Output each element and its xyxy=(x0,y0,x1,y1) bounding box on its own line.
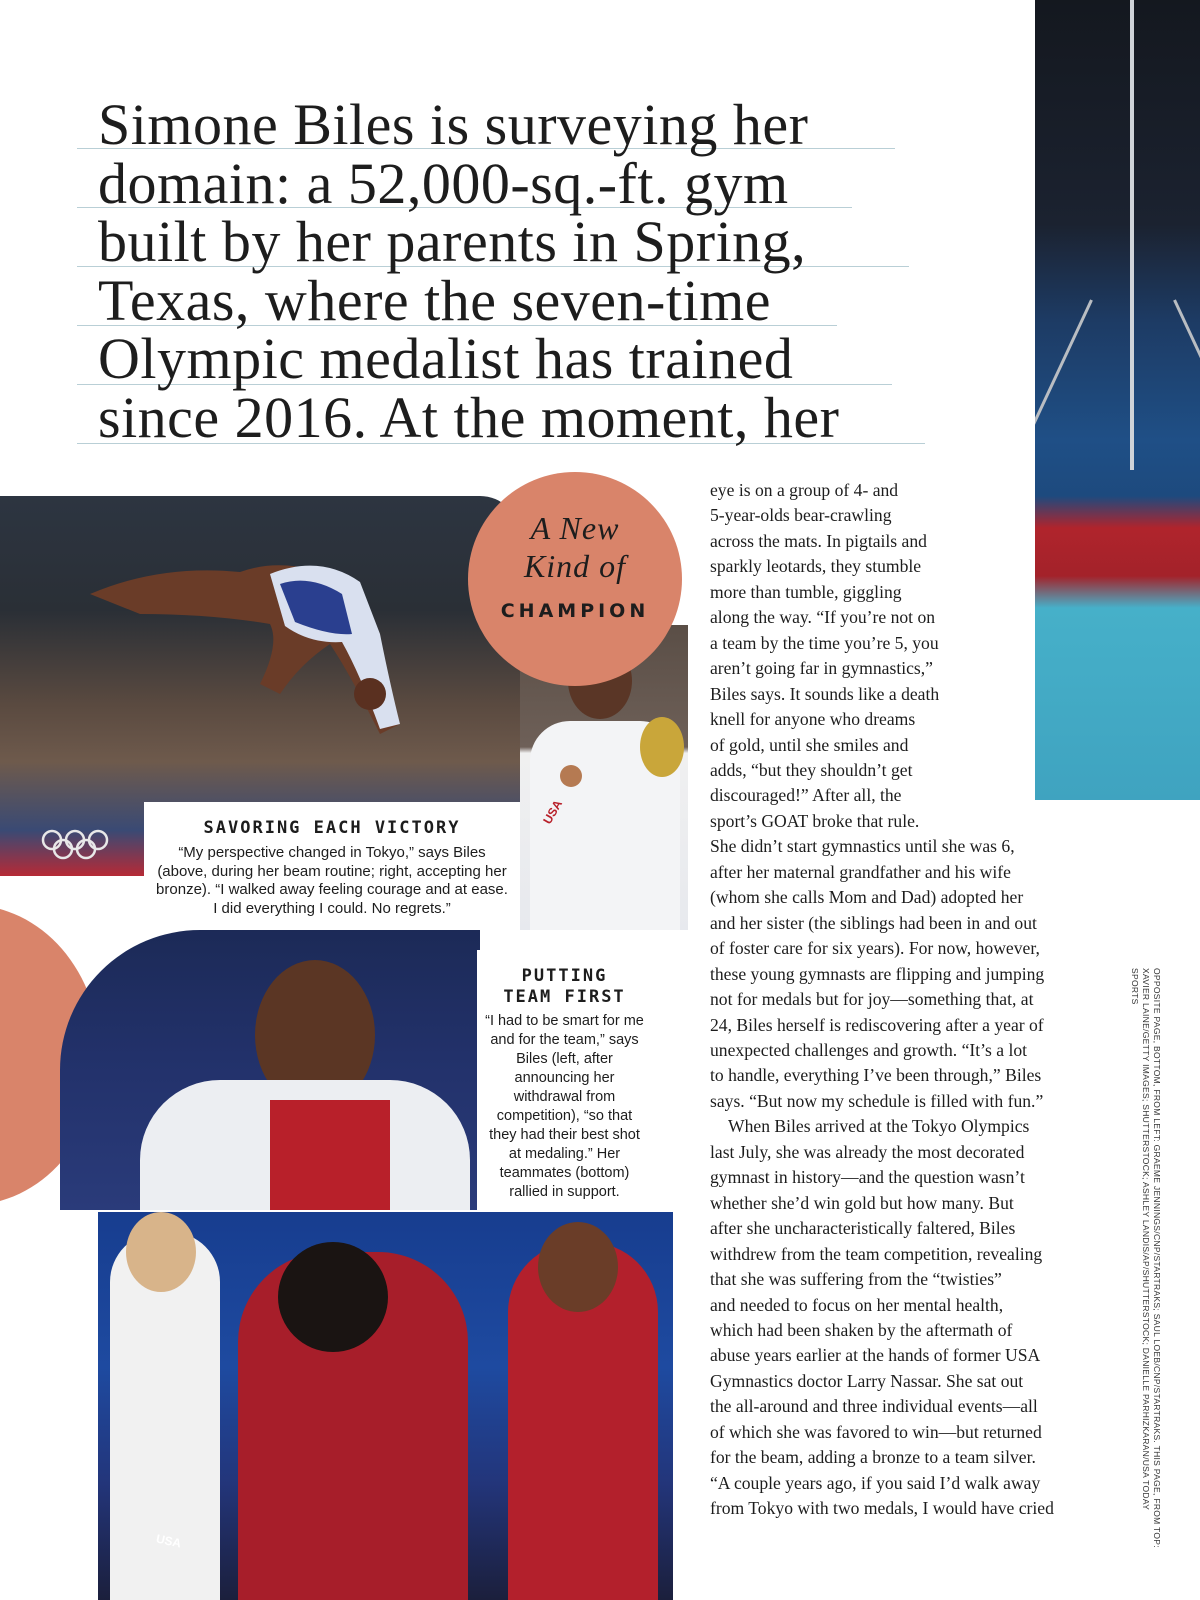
withdrawal-photo xyxy=(60,930,480,1210)
body-line: the all-around and three individual events—all xyxy=(710,1396,1038,1417)
body-line: and needed to focus on her mental health, xyxy=(710,1294,1004,1315)
badge-line-3: CHAMPION xyxy=(500,600,650,622)
body-line: of which she was favored to win—but returned xyxy=(710,1421,1042,1442)
caption-title-line: TEAM FIRST xyxy=(503,987,626,1007)
body-line: after she uncharacteristically faltered, Biles xyxy=(710,1218,1016,1239)
caption-title-line: PUTTING xyxy=(521,966,608,986)
olympic-rings-icon xyxy=(40,828,110,860)
body-line: gymnast in history—and the question wasn’t xyxy=(710,1167,1025,1188)
body-line: which had been shaken by the aftermath of xyxy=(710,1319,1013,1340)
body-line: (whom she calls Mom and Dad) adopted her xyxy=(710,887,1024,908)
badge-line-2: Kind of xyxy=(523,548,627,584)
body-line: Gymnastics doctor Larry Nassar. She sat out xyxy=(710,1370,1024,1391)
body-line: from Tokyo with two medals, I would have cried xyxy=(710,1498,1054,1519)
body-line: sparkly leotards, they stumble xyxy=(710,556,922,577)
teammates-photo xyxy=(98,1212,673,1600)
photo-credit-line: XAVIER LAINE/GETTY IMAGES; SHUTTERSTOCK; ASHLEY LANDIS/AP/SHUTTERSTOCK; DANIELLE PARHIZKARAN/USA TODAY SPORTS xyxy=(1130,968,1151,1510)
caption-team-first xyxy=(477,950,652,1250)
photo-credit xyxy=(1129,968,1162,1548)
body-line: adds, “but they shouldn’t get xyxy=(710,759,913,780)
body-line: to handle, everything I’ve been through,” Biles xyxy=(710,1065,1042,1086)
body-line: abuse years earlier at the hands of former USA xyxy=(710,1345,1041,1366)
body-line: these young gymnasts are flipping and jumping xyxy=(710,963,1045,984)
body-line: a team by the time you’re 5, you xyxy=(710,632,939,653)
headline-line: domain: a 52,000-sq.-ft. gym xyxy=(98,150,789,216)
body-line: knell for anyone who dreams xyxy=(710,709,916,730)
body-line: unexpected challenges and growth. “It’s a lot xyxy=(710,1039,1028,1060)
badge-line-1: A New xyxy=(530,510,620,546)
headline xyxy=(98,92,928,450)
body-line: for the beam, adding a bronze to a team silver. xyxy=(710,1447,1036,1468)
body-line: 5-year-olds bear-crawling xyxy=(710,505,892,526)
body-line: of gold, until she smiles and xyxy=(710,734,909,755)
headline-line: Olympic medalist has trained xyxy=(98,326,794,391)
body-line: of foster care for six years). For now, however, xyxy=(710,938,1040,959)
headline-line: built by her parents in Spring, xyxy=(98,209,807,274)
caption-title xyxy=(477,966,652,1008)
title-badge xyxy=(468,472,682,686)
jacket-text: USA xyxy=(540,797,566,827)
body-line: sport’s GOAT broke that rule. xyxy=(710,810,920,831)
body-line: more than tumble, giggling xyxy=(710,581,902,602)
body-line: She didn’t start gymnastics until she was 6, xyxy=(710,836,1015,857)
caption-body: “My perspective changed in Tokyo,” says Biles (above, during her beam routine; right, accepting her bronze). “I walked away feeling courage and at ease. I did everything I could. No regrets.” xyxy=(156,844,508,917)
photo-credit-line: OPPOSITE PAGE, BOTTOM, FROM LEFT: GRAEME JENNINGS/CNP/STARTRAKS; SAUL LOEB/CNP/STARTRAKS. THIS PAGE, FROM TOP: xyxy=(1152,968,1162,1548)
headline-line: Simone Biles is surveying her xyxy=(98,92,809,157)
body-line: whether she’d win gold but how many. But xyxy=(710,1192,1014,1213)
body-line: says. “But now my schedule is filled with fun.” xyxy=(710,1090,1044,1111)
body-line: that she was suffering from the “twisties” xyxy=(710,1269,1002,1290)
body-line: aren’t going far in gymnastics,” xyxy=(710,658,933,679)
uniform-text: USA xyxy=(154,1531,183,1551)
body-line: withdrew from the team competition, revealing xyxy=(710,1243,1043,1264)
caption-title: SAVORING EACH VICTORY xyxy=(203,818,461,838)
headline-line: Texas, where the seven-time xyxy=(98,267,771,333)
bouquet xyxy=(640,717,684,777)
camera-tripod xyxy=(1130,0,1134,470)
body-line: “A couple years ago, if you said I’d walk away xyxy=(710,1472,1041,1493)
gymnast-silhouette xyxy=(80,524,440,794)
body-line: after her maternal grandfather and his wife xyxy=(710,861,1011,882)
body-line: When Biles arrived at the Tokyo Olympics xyxy=(728,1116,1030,1137)
body-line: discouraged!” After all, the xyxy=(710,785,902,806)
caption-body: “I had to be smart for me and for the team,” says Biles (left, after announcing her withdrawal from competition), “so that they had their best shot at medaling.” Her teammates (bottom) rallied in support. xyxy=(485,1013,644,1200)
body-line: not for medals but for joy—something that, at xyxy=(710,989,1034,1010)
body-line: along the way. “If you’re not on xyxy=(710,607,936,628)
body-line: Biles says. It sounds like a death xyxy=(710,683,940,704)
article-body xyxy=(710,478,1130,1522)
body-line: 24, Biles herself is rediscovering after a year of xyxy=(710,1014,1044,1035)
headline-line: since 2016. At the moment, her xyxy=(98,384,840,450)
body-line: across the mats. In pigtails and xyxy=(710,530,927,551)
body-line: and her sister (the siblings had been in and out xyxy=(710,912,1037,933)
caption-savoring-victory xyxy=(144,802,520,928)
body-line: last July, she was already the most decorated xyxy=(710,1141,1025,1162)
bronze-medal xyxy=(560,765,582,787)
body-line: eye is on a group of 4- and xyxy=(710,480,899,500)
